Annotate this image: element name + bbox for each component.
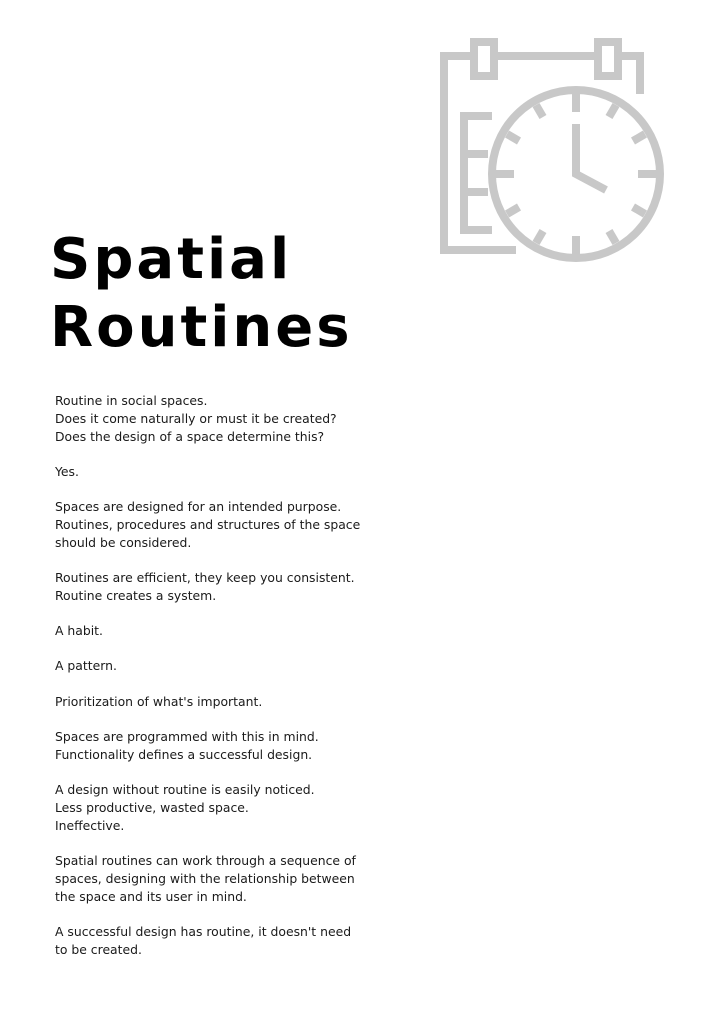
paragraph <box>55 728 385 764</box>
text-line: Routine in social spaces. <box>55 393 208 408</box>
text-line: A successful design has routine, it doesn't need <box>55 923 352 939</box>
text-line: Routines, procedures and structures of the space <box>55 516 361 532</box>
text-line: Does the design of a space determine this? <box>55 428 325 444</box>
text-line: Prioritization of what's important. <box>55 693 263 709</box>
paragraph <box>55 463 385 481</box>
text-line: Less productive, wasted space. <box>55 799 249 815</box>
text-line: Ineffective. <box>55 817 125 833</box>
paragraph <box>55 852 385 905</box>
text-line: Spaces are designed for an intended purpose. <box>55 499 342 515</box>
text-line: Yes. <box>55 463 79 479</box>
paragraph <box>55 498 385 551</box>
text-line: to be created. <box>55 941 142 957</box>
text-line: Spatial routines can work through a sequence of <box>55 853 356 869</box>
body-text <box>55 392 385 976</box>
text-line: A habit. <box>55 623 103 639</box>
text-line: spaces, designing with the relationship between <box>55 870 355 886</box>
text-line: should be considered. <box>55 534 192 550</box>
paragraph <box>55 781 385 834</box>
text-line: A design without routine is easily noticed. <box>55 782 315 798</box>
text-line: A pattern. <box>55 658 117 674</box>
text-line: Functionality defines a successful design. <box>55 746 313 762</box>
text-line: the space and its user in mind. <box>55 888 247 904</box>
calendar-clock-icon <box>440 38 668 264</box>
paragraph <box>55 657 385 675</box>
paragraph <box>55 392 385 445</box>
paragraph <box>55 569 385 605</box>
paragraph <box>55 622 385 640</box>
text-line: Routines are efficient, they keep you consistent. <box>55 570 355 586</box>
title-line-2: Routines <box>50 295 353 360</box>
paragraph <box>55 923 385 959</box>
text-line: Spaces are programmed with this in mind. <box>55 729 319 745</box>
text-line: Does it come naturally or must it be created? <box>55 410 337 426</box>
text-line: Routine creates a system. <box>55 587 217 603</box>
page-title <box>50 226 353 362</box>
title-line-1: Spatial <box>50 227 293 292</box>
paragraph <box>55 693 385 711</box>
